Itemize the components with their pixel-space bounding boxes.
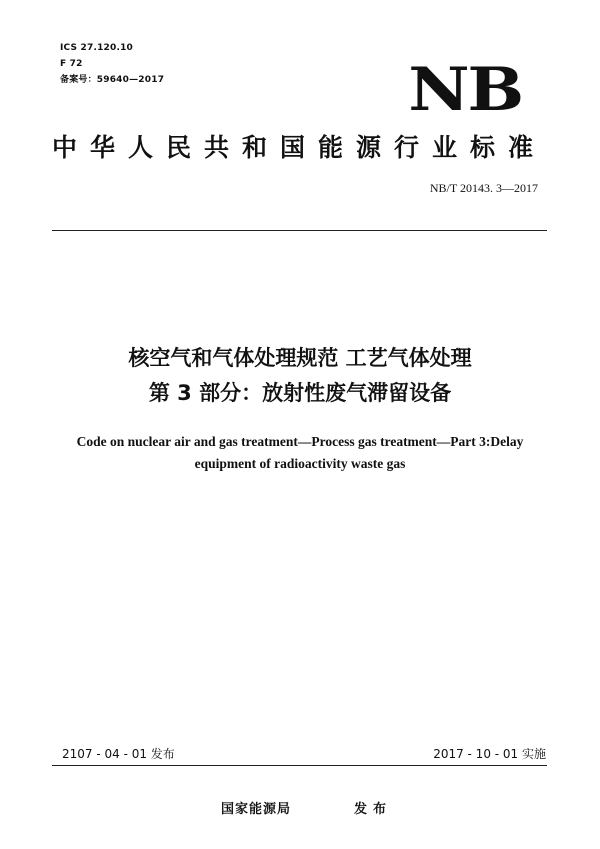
issuing-authority: 国家能源局 <box>221 802 292 817</box>
english-title-line-2: equipment of radioactivity waste gas <box>194 456 406 471</box>
record-number: 备案号：59640—2017 <box>60 75 165 85</box>
implementation-date: 2017 - 10 - 01 实施 <box>433 747 546 761</box>
header-divider <box>52 230 547 231</box>
footer-divider <box>52 765 547 766</box>
english-title-line-1: Code on nuclear air and gas treatment—Process gas treatment—Part 3:Delay <box>76 434 524 449</box>
standard-category-name: 中华人民共和国能源行业标准 <box>52 133 547 162</box>
publish-date: 2107 - 04 - 01 发布 <box>62 747 175 761</box>
classification-code: F 72 <box>60 59 83 69</box>
standard-number: NB/T 20143. 3—2017 <box>429 181 538 195</box>
ics-code: ICS 27.120.10 <box>60 43 134 53</box>
issue-label: 发布 <box>354 802 393 817</box>
nb-logo: NB <box>408 55 522 125</box>
chinese-title-line-2: 第 3 部分：放射性废气滞留设备 <box>148 381 452 405</box>
chinese-title-line-1: 核空气和气体处理规范 工艺气体处理 <box>128 346 472 370</box>
